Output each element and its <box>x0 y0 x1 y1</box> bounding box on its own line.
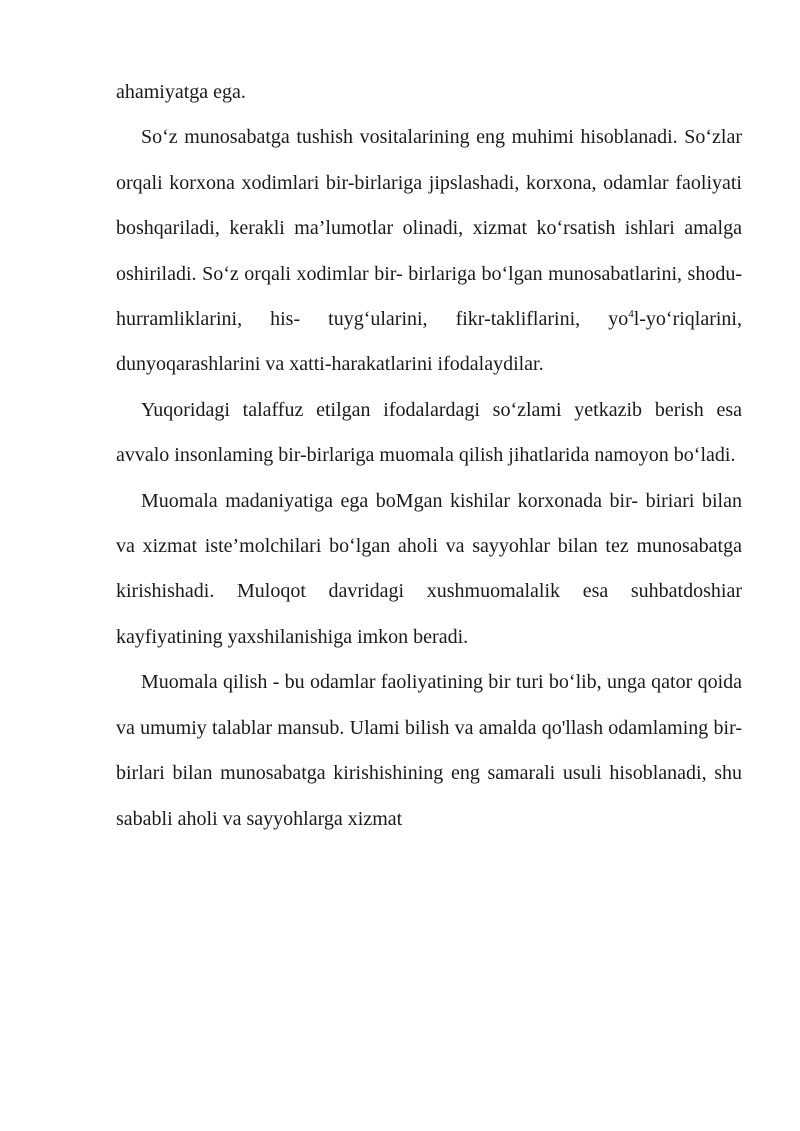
paragraph-2-word: yo <box>608 308 629 331</box>
paragraph-4: Muomala madaniyatiga ega boMgan kishilar korxonada bir- biriari bilan va xizmat iste’molchilari bo‘lgan aholi va sayyohlar bilan tez munosabatga kirishishadi. Muloqot davridagi xushmuomalalik esa suhbatdoshiar kayfiyatining yaxshilanishiga imkon beradi. <box>116 489 742 648</box>
paragraph-2-tail: l-yo‘riqlarini, dunyoqarashlarini va xatti-harakatlarini ifodalaydilar. <box>116 308 742 376</box>
paragraph-3: Yuqoridagi talaffuz etilgan ifodalardagi so‘zlami yetkazib berish esa avvalo insonlaming bir-birlariga muomala qilish jihatlarida namoyon bo‘ladi. <box>116 398 742 467</box>
document-page <box>116 70 742 842</box>
paragraph-5: Muomala qilish - bu odamlar faoliyatining bir turi bo‘lib, unga qator qoida va umumiy talablar mansub. Ulami bilish va amalda qo'llash odamlaming bir-birlari bilan munosabatga kirishishining eng samarali usuli hisoblanadi, shu sababli aholi va sayyohlarga xizmat <box>116 671 742 830</box>
paragraph-1: ahamiyatga ega. <box>116 81 246 103</box>
footnote-marker: 4 <box>628 308 634 321</box>
paragraph-2 <box>116 115 742 387</box>
paragraph-2-text: So‘z munosabatga tushish vositalarining eng muhimi hisoblanadi. So‘zlar orqali korxona xodimlari bir-birlariga jipslashadi, korxona, odamlar faoliyati boshqariladi, kerakli ma’lumotlar olinadi, xizmat ko‘rsatish ishlari amalga oshiriladi. So‘z orqali xodimlar bir- birlariga bo‘lgan munosabatlarini, shodu-hurramliklarini, his- tuyg‘ularini, fikr-takliflarini, <box>116 126 742 331</box>
